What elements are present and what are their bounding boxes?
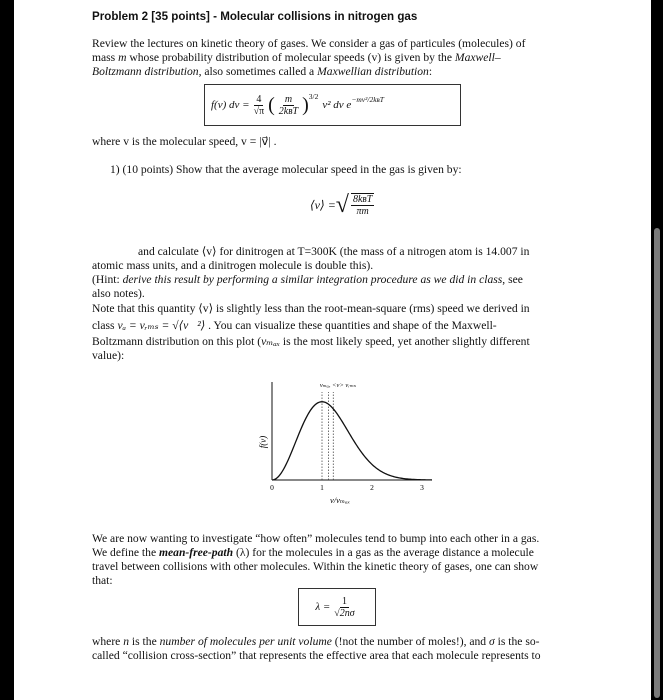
speed-definition: where v is the molecular speed, v = |v⃗| . (92, 135, 277, 148)
note-line-2: class vₐ = vᵣₘₛ = √⟨v⃗²⟩ . You can visualize these quantities and shape of the Maxwell- (92, 319, 497, 332)
note-line-4: value): (92, 349, 125, 362)
where-n-line-1: where n is the number of molecules per unit volume (!not the number of moles!), and σ is the so- (92, 635, 540, 648)
mfp-line-4: that: (92, 574, 113, 587)
intro-line-3: Boltzmann distribution, also sometimes called a Maxwellian distribution: (92, 65, 433, 78)
distribution-curve (272, 402, 432, 480)
note-line-1: Note that this quantity ⟨v⟩ is slightly less than the root-mean-square (rms) speed we derived in (92, 302, 530, 315)
hint-line-2: also notes). (92, 287, 145, 300)
marker-legend: vₘₐₓ <v> vᵣₘₛ (319, 382, 357, 389)
calc-line-2: atomic mass units, and a dinitrogen molecule is double this). (92, 259, 374, 272)
mfp-line-1: We are now wanting to investigate “how often” molecules tend to bump into each other in a gas. (92, 532, 540, 545)
vertical-scrollbar[interactable] (654, 228, 660, 698)
intro-line-2: mass m whose probability distribution of molecular speeds (v) is given by the Maxwell– (92, 51, 501, 64)
y-axis-label: f(v) (258, 435, 268, 449)
mean-free-path-formula: λ = $\frac{1}{√2n\sigma}$ (298, 588, 376, 626)
intro-line-1: Review the lectures on kinetic theory of gases. We consider a gas of particules (molecules) of (92, 37, 526, 50)
x-tick-label: 0 (270, 483, 274, 492)
x-tick-label: 2 (370, 483, 374, 492)
hint-line-1: (Hint: derive this result by performing a similar integration procedure as we did in class, see (92, 273, 523, 286)
question-1-label: 1) (10 points) Show that the average molecular speed in the gas is given by: (110, 163, 462, 176)
calc-line-1: and calculate ⟨v⟩ for dinitrogen at T=300K (the mass of a nitrogen atom is 14.007 in (138, 245, 530, 258)
average-speed-formula: ⟨v⟩ = √ $\frac{\text{8kʙT}}{\pi m}$ (310, 192, 373, 218)
plot-svg (242, 372, 442, 512)
x-tick-label: 1 (320, 483, 324, 492)
document-page (14, 0, 651, 700)
x-axis-label: v/vₘₐₓ (329, 495, 351, 505)
where-n-line-2: called “collision cross-section” that represents the effective area that each molecule represents to (92, 649, 541, 662)
mfp-line-3: travel between collisions with other molecules. Within the kinetic theory of gases, one can show (92, 560, 539, 573)
mfp-line-2: We define the mean-free-path (λ) for the molecules in a gas as the average distance a molecule (92, 546, 534, 559)
x-tick-label: 3 (420, 483, 424, 492)
problem-heading: Problem 2 [35 points] - Molecular collisions in nitrogen gas (92, 10, 418, 23)
maxwell-boltzmann-formula: f(v) dv = $\frac{4}{√\pi}$ ( $\frac{m}{\text{2kʙT}}$ ) $^{3/2}$ v² dv e $^{-mv^2/2kʙT}$ (204, 84, 461, 126)
maxwell-boltzmann-plot (242, 372, 442, 517)
note-line-3: Boltzmann distribution on this plot (vₘₐₓ is the most likely speed, yet another slightly different (92, 335, 530, 348)
